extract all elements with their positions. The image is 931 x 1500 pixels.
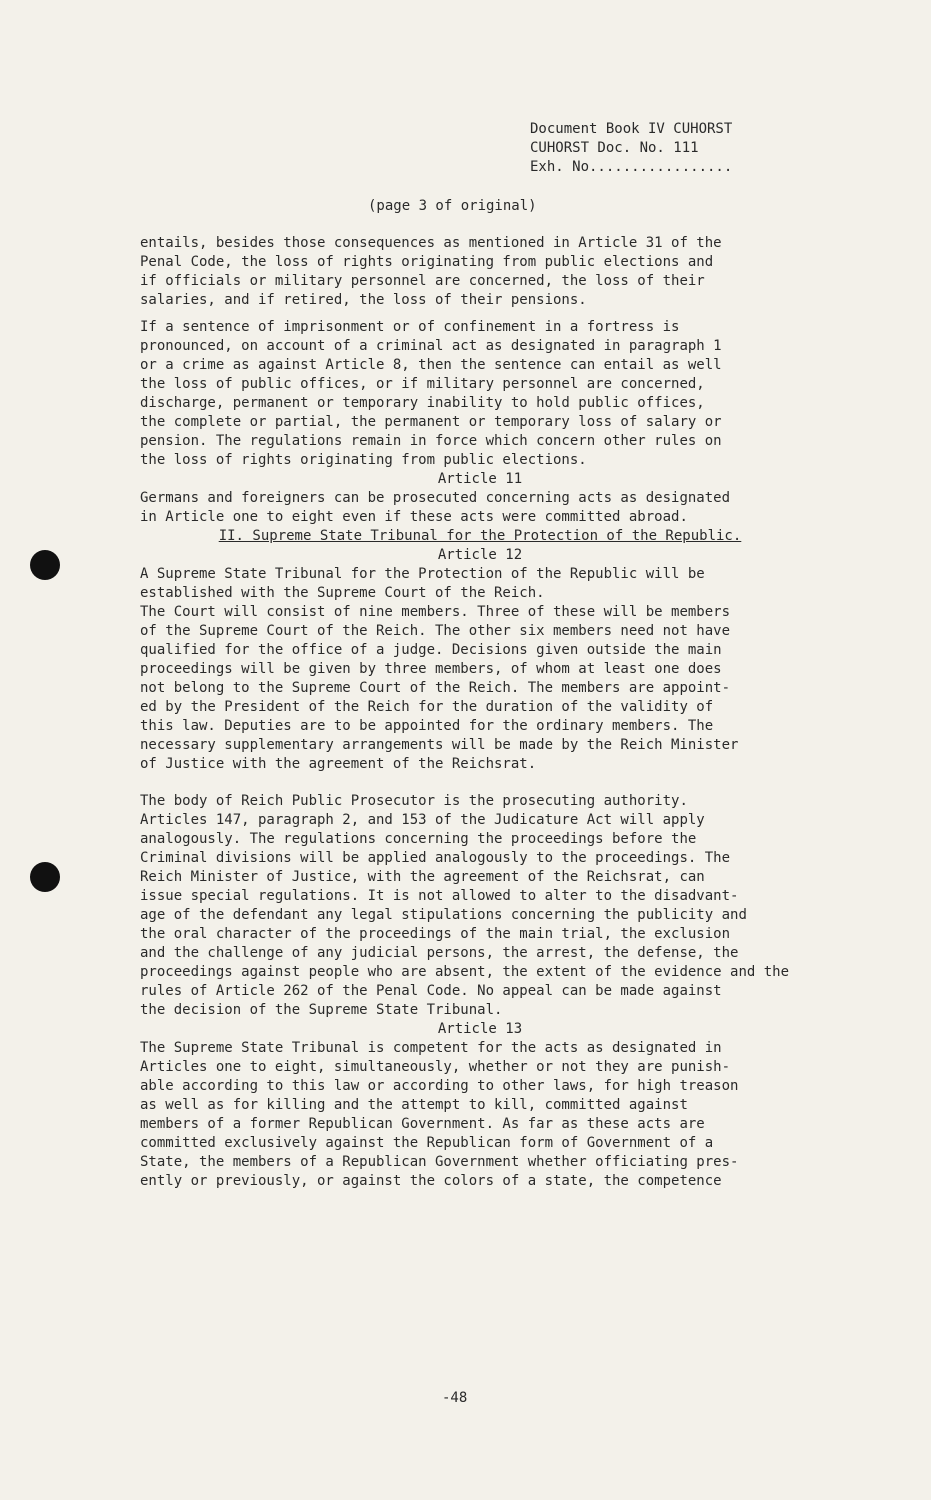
- article-11-heading: Article 11: [437, 471, 523, 487]
- punch-hole: [30, 550, 60, 580]
- section-2-heading: II. Supreme State Tribunal for the Protection of the Republic.: [218, 528, 742, 544]
- original-page-note: (page 3 of original): [368, 198, 537, 214]
- article-12-heading: Article 12: [437, 547, 523, 563]
- paragraph-1: entails, besides those consequences as mentioned in Article 31 of the Penal Code, the loss of rights originating from public elections and if officials or military personnel are concerned, the loss of their salaries, and if retired, the loss of their pensions.: [140, 235, 722, 308]
- paragraph-2: If a sentence of imprisonment or of confinement in a fortress is pronounced, on account of a criminal act as designated in paragraph 1 or a crime as against Article 8, then the sentence can entail as well the loss of public offices, or if military personnel are concerned, discharge, permanent or temporary inability to hold public offices, the complete or partial, the permanent or temporary loss of salary or pension. The regulations remain in force which concern other rules on the loss of rights originating from public elections.: [140, 319, 722, 468]
- paragraph-3: Germans and foreigners can be prosecuted concerning acts as designated in Article one to eight even if these acts were committed abroad.: [140, 490, 731, 525]
- paragraph-4: A Supreme State Tribunal for the Protection of the Republic will be established with the Supreme Court of the Reich. The Court will consist of nine members. Three of these will be members of the Supreme Court of the Reich. The other six members need not have qualified for the office of a judge. Decisions given outside the main proceedings will be given by three members, of whom at least one does not belong to the Supreme Court of the Reich. The members are appoint- ed by the President of the Reich for the duration of the validity of this law. Deputies are to be appointed for the ordinary members. The necessary supplementary arrangements will be made by the Reich Minister of Justice with the agreement of the Reichsrat.: [140, 566, 739, 772]
- header-exhibit-number: Exh. No.................: [530, 159, 733, 175]
- paragraph-6: The Supreme State Tribunal is competent for the acts as designated in Articles one to eight, simultaneously, whether or not they are punish- able according to this law or according to other laws, for high treason as well as for killing and the attempt to kill, committed against members of a former Republican Government. As far as these acts are committed exclusively against the Republican form of Government of a State, the members of a Republican Government whether officiating pres- ently or previously, or against the colors of a state, the competence: [140, 1040, 739, 1189]
- punch-hole: [30, 862, 60, 892]
- document-body: [140, 234, 820, 1191]
- header-doc-number: CUHORST Doc. No. 111: [530, 140, 699, 156]
- page-number: -48: [442, 1390, 468, 1406]
- header-document-book: Document Book IV CUHORST: [530, 121, 733, 137]
- document-header: [530, 120, 732, 177]
- article-13-heading: Article 13: [437, 1021, 523, 1037]
- paragraph-5: The body of Reich Public Prosecutor is the prosecuting authority. Articles 147, paragraph 2, and 153 of the Judicature Act will apply analogously. The regulations concerning the proceedings before the Criminal divisions will be applied analogously to the proceedings. The Reich Minister of Justice, with the agreement of the Reichsrat, can issue special regulations. It is not allowed to alter to the disadvant- age of the defendant any legal stipulations concerning the publicity and the oral character of the proceedings of the main trial, the exclusion and the challenge of any judicial persons, the arrest, the defense, the proceedings against people who are absent, the extent of the evidence and the rules of Article 262 of the Penal Code. No appeal can be made against the decision of the Supreme State Tribunal.: [140, 793, 790, 1018]
